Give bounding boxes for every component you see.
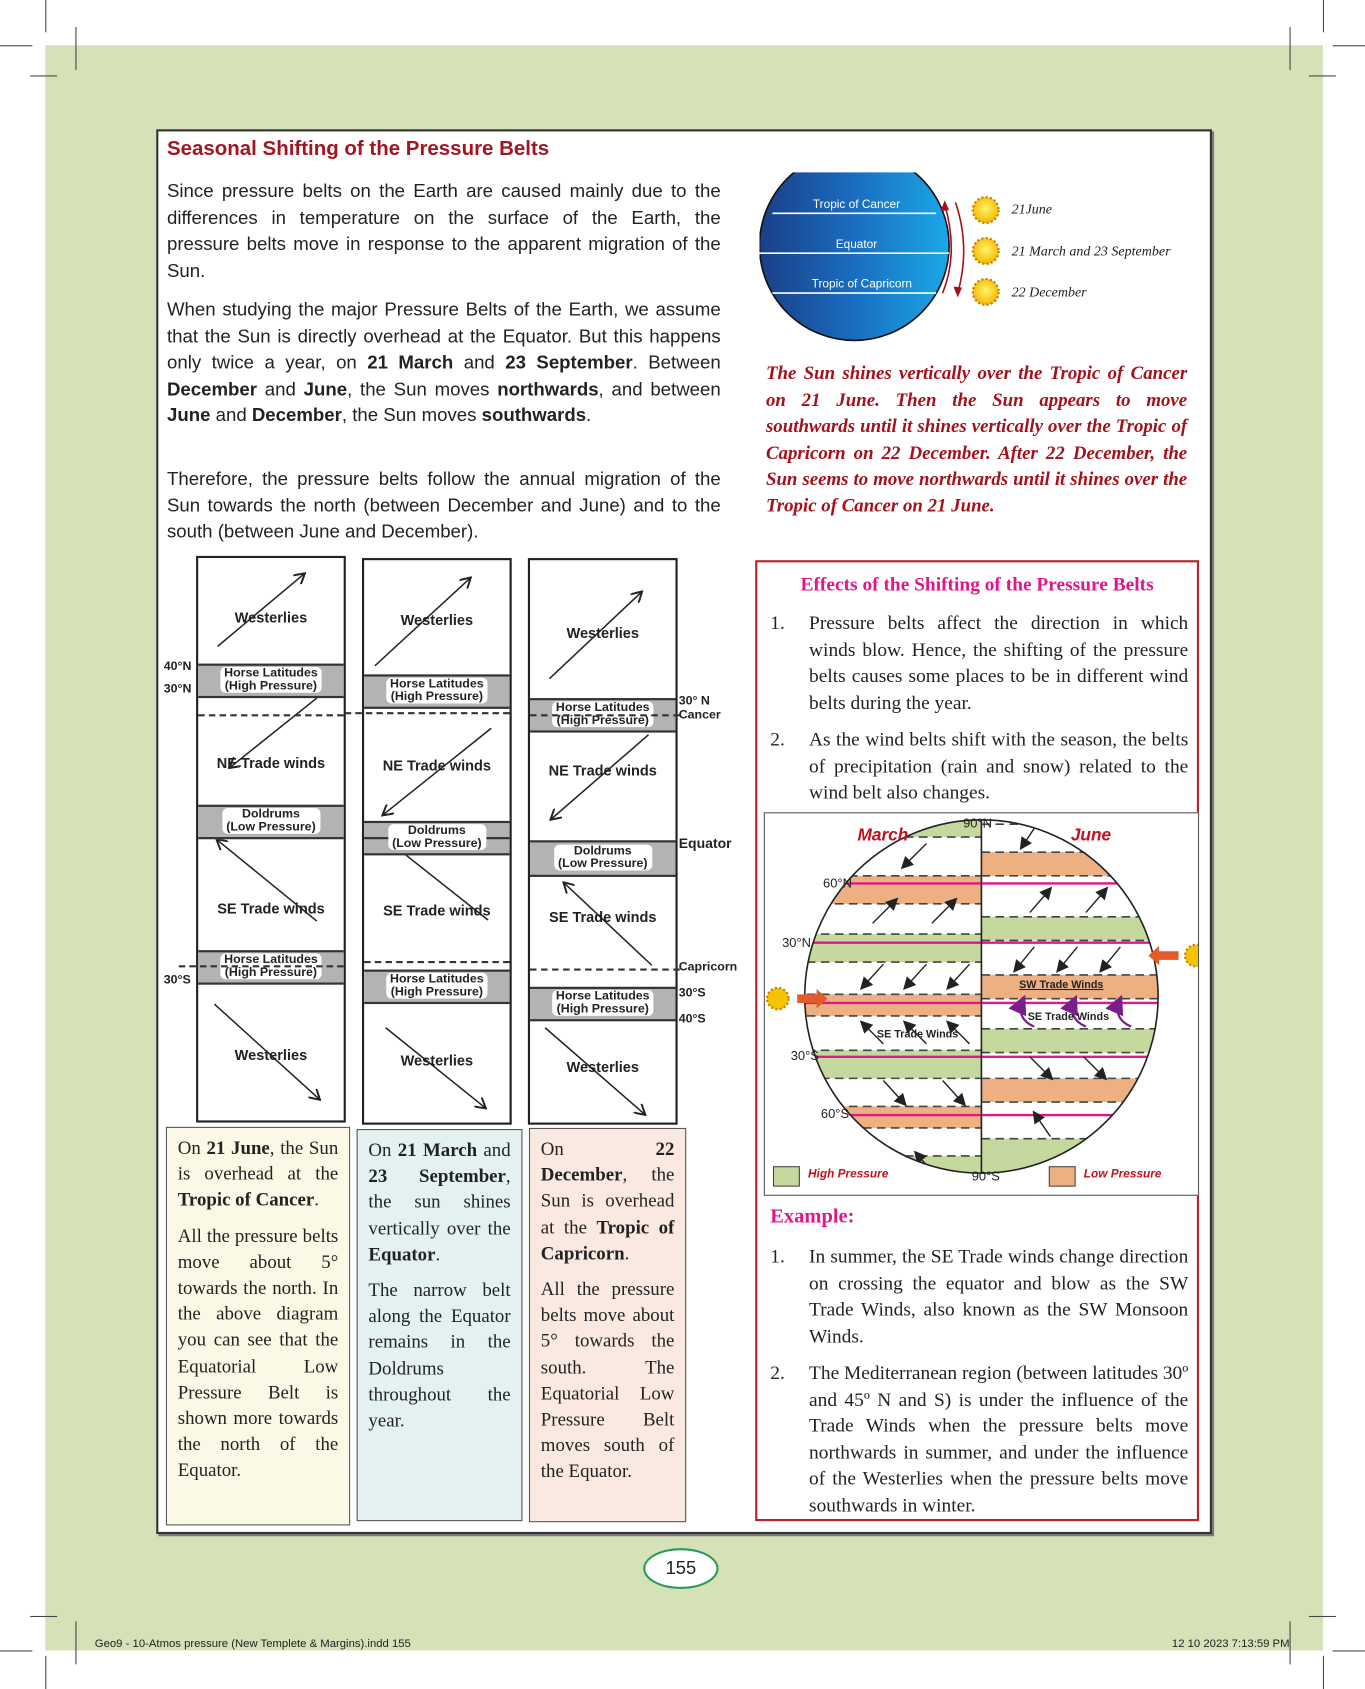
intro-paragraph-3: Therefore, the pressure belts follow the annual migration of the Sun towards the north (between December and June) and to the south (between June and December). [166, 467, 721, 542]
westerlies-label: Westerlies [234, 609, 308, 626]
note-december-heading: On 22 December, the Sun is overhead at the Tropic of Capricorn. [540, 1137, 675, 1264]
crop-mark [1323, 0, 1324, 32]
sun-icon [1185, 945, 1198, 967]
crop-mark [1309, 75, 1336, 76]
footer-timestamp: 12 10 2023 7:13:59 PM [1171, 1637, 1290, 1651]
sun-migration-caption: The Sun shines vertically over the Tropic of Cancer on 21 June. Then the Sun appears to move southwards until it shines vertically over the Tropic of Capricorn on 22 December. After 22 December, the Sun seems to move northwards until it shines over the Tropic of Cancer on 21 June. [765, 361, 1188, 516]
note-june [166, 1127, 350, 1526]
crop-mark [1290, 27, 1291, 70]
horse-latitudes-south-belt [530, 987, 675, 1021]
note-december-body: All the pressure belts move about 5° towards the south. The Equatorial Low Pressure Belt moves south of the Equator. [540, 1277, 675, 1482]
belt-column-june [196, 556, 346, 1123]
effects-title: Effects of the Shifting of the Pressure Belts [800, 573, 1154, 595]
ne-trade-winds-label: NE Trade winds [216, 755, 326, 772]
intro-paragraph-1: Since pressure belts on the Earth are caused mainly due to the differences in temperature on the surface of the Earth, the pressure belts move in response to the apparent migration of the Sun. [166, 179, 721, 281]
se-trade-winds-label: SE Trade winds [217, 900, 325, 917]
lat-30s-label: 30°S [678, 986, 706, 1000]
crop-mark [1309, 1616, 1336, 1617]
tropic-of-capricorn-label: Tropic of Capricorn [811, 277, 913, 291]
section-title: Seasonal Shifting of the Pressure Belts [166, 137, 550, 161]
low-pressure-band [765, 876, 982, 904]
map-june-label: June [1070, 826, 1112, 845]
westerlies-label: Westerlies [566, 1058, 639, 1076]
westerlies-label: Westerlies [400, 611, 474, 629]
lat-60s-label: 60°S [820, 1106, 850, 1122]
equator-label: Equator [835, 238, 878, 252]
legend-low-swatch [1049, 1167, 1075, 1186]
horse-latitudes-label: Horse Latitudes (High Pressure) [552, 990, 654, 1016]
note-december [529, 1128, 686, 1522]
sun-label-equinox: 21 March and 23 September [1011, 242, 1171, 259]
westerlies-label: Westerlies [234, 1047, 308, 1064]
intro-paragraph-2: When studying the major Pressure Belts of the Earth, we assume that the Sun is directly overhead at the Equator. But this happens only twice a year, on 21 March and 23 September. Between December and June, the Sun moves northwards, and between June and December, the Sun moves southwards. [166, 298, 721, 426]
crop-mark [30, 75, 57, 76]
lat-30s-label: 30°S [163, 973, 191, 987]
footer-file-info: Geo9 - 10-Atmos pressure (New Templete & Margins).indd 155 [94, 1637, 411, 1651]
doldrums-belt [530, 840, 675, 877]
lat-30n-label: 30°N [782, 935, 812, 951]
ne-trade-winds-label: NE Trade winds [548, 762, 657, 779]
sun-icon [973, 238, 999, 264]
pressure-belt-globe [765, 813, 1198, 1194]
low-pressure-band [765, 1106, 982, 1128]
se-trade-winds-label: SE Trade winds [549, 909, 657, 926]
lat-30n-label: 30° N Cancer [678, 694, 721, 722]
sw-trade-winds-label: SW Trade Winds [1019, 979, 1104, 992]
sun-ray-arrow-icon [1148, 946, 1178, 965]
tropic-dashed-line [198, 714, 343, 716]
southward-arrow-icon [956, 203, 964, 293]
tropic-of-cancer-label: Tropic of Cancer [812, 198, 901, 212]
example-title: Example: [770, 1205, 855, 1229]
note-june-body: All the pressure belts move about 5° towards the north. In the above diagram you can see that the Equatorial Low Pressure Belt is shown more towards the north of the Equator. [177, 1224, 339, 1481]
ne-trade-winds-label: NE Trade winds [382, 757, 491, 774]
crop-mark [0, 1650, 32, 1651]
lat-30s-label: 30°S [790, 1048, 819, 1064]
effects-item: 2. As the wind belts shift with the season, the belts of precipitation (rain and snow) related to the wind belt also changes. [770, 728, 1189, 803]
low-pressure-band [981, 852, 1198, 876]
legend-low-label: Low Pressure [1083, 1167, 1162, 1181]
crop-mark [1333, 45, 1365, 46]
globe-figure [759, 172, 1211, 344]
note-march-body: The narrow belt along the Equator remains in the Doldrums throughout the year. [368, 1278, 511, 1431]
crop-mark [75, 1621, 76, 1664]
crop-mark [45, 1656, 46, 1689]
lat-40s-label: 40°S [678, 1012, 706, 1026]
horse-latitudes-label: Horse Latitudes (High Pressure) [220, 667, 322, 693]
horse-latitudes-south-belt [364, 970, 509, 1004]
westerlies-label: Westerlies [566, 624, 639, 641]
horse-latitudes-label: Horse Latitudes (High Pressure) [220, 953, 322, 979]
effects-box [755, 560, 1199, 1521]
legend-high-label: High Pressure [807, 1167, 889, 1181]
crop-mark [45, 0, 46, 32]
effects-item: 1. Pressure belts affect the direction in which winds blow. Hence, the shifting of the pressure belts causes some places to be in different wind belts during the year. [770, 611, 1189, 713]
crop-mark [0, 45, 32, 46]
tropic-dashed-line [530, 714, 680, 716]
example-item: 2. The Mediterranean region (between latitudes 30º and 45º N and S) is under the influence of the Trade Winds when the pressure belts move northwards in summer, and under the influence of the Westerlies when the pressure belts move southwards in winter. [770, 1361, 1189, 1516]
lat-90s-label: 90°S [971, 1168, 1000, 1184]
high-pressure-band [981, 1029, 1198, 1053]
crop-mark [30, 1616, 57, 1617]
high-pressure-band [981, 917, 1198, 941]
se-trade-winds-march-label: SE Trade Winds [876, 1028, 959, 1041]
lat-60n-label: 60°N [823, 875, 852, 891]
example-item: 1. In summer, the SE Trade winds change direction on crossing the equator and blow as the SW Trade Winds, also known as the SW Monsoon Winds. [770, 1245, 1189, 1347]
pressure-belt-map [764, 812, 1199, 1196]
tropic-dashed-line [179, 965, 344, 967]
horse-latitudes-label: Horse Latitudes (High Pressure) [386, 973, 488, 999]
crop-mark [1333, 1650, 1365, 1651]
legend-high-swatch [774, 1167, 800, 1186]
capricorn-lat-label: Capricorn [678, 960, 738, 974]
note-march [357, 1129, 523, 1521]
sun-icon [973, 279, 999, 305]
se-trade-winds-june-label: SE Trade Winds [1027, 1011, 1110, 1024]
sun-icon [767, 988, 789, 1010]
tropic-dashed-line [530, 968, 680, 970]
lat-40n-label: 40°N [163, 660, 192, 674]
sun-label-june: 21June [1011, 200, 1053, 217]
lat-30n-label: 30°N [163, 683, 192, 696]
effects-list [770, 610, 1188, 816]
example-list [770, 1243, 1188, 1528]
equator-lat-label: Equator [678, 834, 732, 852]
horse-latitudes-north-belt [364, 674, 509, 708]
page-number: 155 [643, 1548, 718, 1589]
crop-mark [1290, 1621, 1291, 1664]
doldrums-label: Doldrums (Low Pressure) [222, 808, 320, 834]
horse-latitudes-north-belt [198, 664, 343, 698]
westerlies-label: Westerlies [400, 1052, 474, 1069]
high-pressure-band [981, 1139, 1198, 1193]
doldrums-label: Doldrums (Low Pressure) [554, 845, 652, 871]
tropic-dashed-line [345, 712, 510, 714]
tropic-dashed-line [364, 961, 509, 963]
sun-icon [973, 197, 999, 223]
horse-latitudes-label: Horse Latitudes (High Pressure) [552, 701, 654, 727]
doldrums-belt [364, 821, 509, 855]
doldrums-label: Doldrums (Low Pressure) [388, 824, 486, 850]
note-march-heading: On 21 March and 23 September, the sun shines vertically over the Equator. [368, 1138, 511, 1265]
horse-latitudes-label: Horse Latitudes (High Pressure) [386, 678, 488, 704]
lat-90n-label: 90°N [963, 815, 992, 831]
belt-column-march [362, 558, 512, 1125]
map-march-label: March [857, 826, 909, 845]
doldrums-belt [198, 805, 343, 839]
low-pressure-band [981, 1078, 1198, 1102]
se-trade-winds-label: SE Trade winds [383, 902, 491, 919]
sun-label-december: 22 December [1011, 283, 1087, 300]
crop-mark [75, 27, 76, 70]
crop-mark [1323, 1656, 1324, 1689]
note-june-heading: On 21 June, the Sun is overhead at the Tropic of Cancer. [177, 1136, 339, 1211]
belt-column-december [528, 558, 678, 1125]
